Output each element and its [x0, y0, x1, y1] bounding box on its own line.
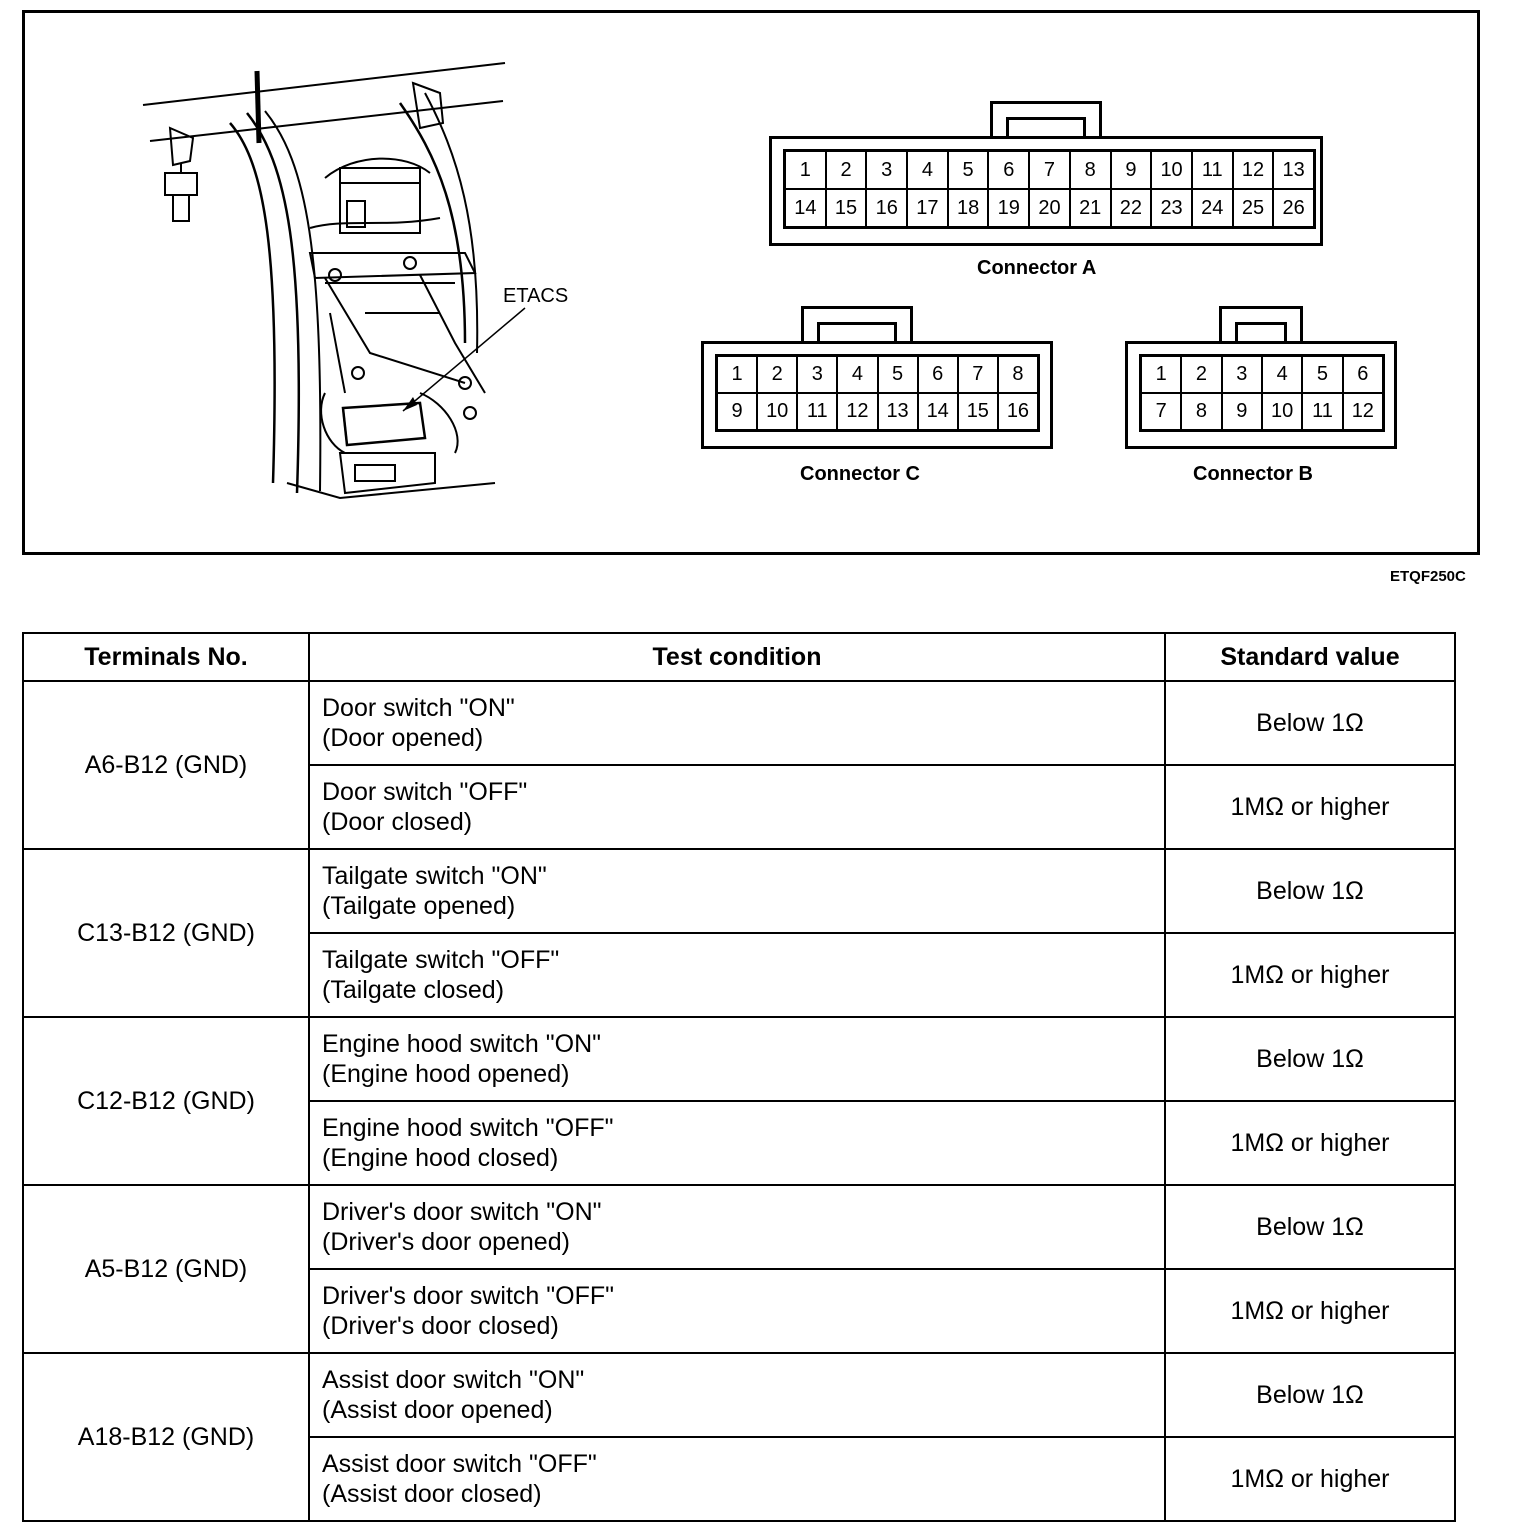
condition-line: Driver's door switch "ON" [322, 1198, 602, 1226]
condition-line: (Assist door opened) [322, 1396, 553, 1424]
header-test-condition: Test condition [309, 633, 1165, 681]
connector-a-pin: 14 [785, 189, 826, 227]
connector-a-pin: 25 [1233, 189, 1274, 227]
connector-a-pin: 10 [1151, 151, 1192, 189]
header-terminals: Terminals No. [23, 633, 309, 681]
condition-cell [309, 1101, 1165, 1185]
connector-c-pin: 1 [717, 356, 757, 393]
condition-line: (Assist door closed) [322, 1480, 542, 1508]
connector-c-pin: 12 [837, 393, 877, 430]
connector-b-pin-grid [1139, 354, 1385, 432]
condition-line: (Tailgate closed) [322, 976, 505, 1004]
connector-a-pin: 8 [1070, 151, 1111, 189]
connector-b-pin: 6 [1343, 356, 1383, 393]
connector-c-label: Connector C [800, 463, 920, 485]
condition-line: (Driver's door closed) [322, 1312, 559, 1340]
condition-line: (Engine hood opened) [322, 1060, 570, 1088]
connector-b-pin: 12 [1343, 393, 1383, 430]
figure-code: ETQF250C [1390, 568, 1466, 585]
etacs-label: ETACS [503, 285, 569, 307]
connector-c-pin: 11 [797, 393, 837, 430]
condition-line: (Driver's door opened) [322, 1228, 570, 1256]
connector-a-pin: 19 [988, 189, 1029, 227]
connector-a-pin: 18 [948, 189, 989, 227]
connector-a-pin: 15 [826, 189, 867, 227]
table-row [23, 1017, 1455, 1101]
table-header-row [23, 633, 1455, 681]
condition-cell [309, 1269, 1165, 1353]
header-standard-value: Standard value [1165, 633, 1455, 681]
value-cell: 1MΩ or higher [1165, 933, 1455, 1017]
condition-cell [309, 681, 1165, 765]
etacs-location-illustration [25, 13, 725, 553]
connector-b-latch [1219, 306, 1303, 344]
value-cell: Below 1Ω [1165, 681, 1455, 765]
connector-a-pin: 20 [1029, 189, 1070, 227]
connector-a-label: Connector A [977, 257, 1097, 279]
table-row [23, 849, 1455, 933]
condition-line: Door switch "OFF" [322, 778, 528, 806]
value-cell: 1MΩ or higher [1165, 1437, 1455, 1521]
connector-a-pin: 23 [1151, 189, 1192, 227]
terminal-cell: A18-B12 (GND) [23, 1353, 309, 1521]
condition-cell [309, 849, 1165, 933]
connector-a-pin: 11 [1192, 151, 1233, 189]
connector-c-pin: 7 [958, 356, 998, 393]
condition-line: (Tailgate opened) [322, 892, 516, 920]
connector-c-pin: 14 [918, 393, 958, 430]
terminal-cell: A5-B12 (GND) [23, 1185, 309, 1353]
connector-a-pin: 26 [1273, 189, 1314, 227]
connector-a-latch [990, 101, 1102, 139]
condition-cell [309, 933, 1165, 1017]
connector-a-pin: 24 [1192, 189, 1233, 227]
connector-b-pin: 8 [1181, 393, 1221, 430]
connector-b-label: Connector B [1193, 463, 1313, 485]
connector-c-pin: 8 [998, 356, 1038, 393]
connector-a-pin: 4 [907, 151, 948, 189]
condition-line: Assist door switch "ON" [322, 1366, 585, 1394]
connector-c-pin-grid [715, 354, 1040, 432]
table-row [23, 1353, 1455, 1437]
connector-a-pin: 22 [1111, 189, 1152, 227]
connector-a-pin: 21 [1070, 189, 1111, 227]
condition-cell [309, 1437, 1165, 1521]
condition-line: Assist door switch "OFF" [322, 1450, 597, 1478]
connector-b-pin: 2 [1181, 356, 1221, 393]
value-cell: 1MΩ or higher [1165, 1269, 1455, 1353]
connector-c-pin: 10 [757, 393, 797, 430]
connector-c-pin: 2 [757, 356, 797, 393]
condition-line: Engine hood switch "OFF" [322, 1114, 614, 1142]
connector-b-pin: 11 [1302, 393, 1342, 430]
connector-b-pin: 1 [1141, 356, 1181, 393]
condition-cell [309, 1185, 1165, 1269]
connector-a-pin: 9 [1111, 151, 1152, 189]
condition-cell [309, 765, 1165, 849]
condition-line: (Engine hood closed) [322, 1144, 559, 1172]
connector-c-pin: 5 [878, 356, 918, 393]
connector-a-pin: 1 [785, 151, 826, 189]
condition-line: Door switch "ON" [322, 694, 515, 722]
condition-line: Engine hood switch "ON" [322, 1030, 602, 1058]
inspection-table [22, 632, 1456, 1522]
value-cell: Below 1Ω [1165, 1185, 1455, 1269]
terminal-cell: C13-B12 (GND) [23, 849, 309, 1017]
connector-a-pin: 5 [948, 151, 989, 189]
connector-b-pin: 9 [1222, 393, 1262, 430]
condition-line: (Door closed) [322, 808, 473, 836]
connector-a-pin: 7 [1029, 151, 1070, 189]
connector-c-pin: 15 [958, 393, 998, 430]
table-row [23, 1185, 1455, 1269]
value-cell: 1MΩ or higher [1165, 1101, 1455, 1185]
table-row [23, 681, 1455, 765]
value-cell: Below 1Ω [1165, 1017, 1455, 1101]
connector-c-pin: 13 [878, 393, 918, 430]
connector-a-pin: 2 [826, 151, 867, 189]
connector-a-pin: 3 [866, 151, 907, 189]
connector-a-pin-grid [783, 149, 1316, 229]
connector-a-pin: 17 [907, 189, 948, 227]
condition-cell [309, 1353, 1165, 1437]
connector-c-pin: 6 [918, 356, 958, 393]
connector-c-pin: 16 [998, 393, 1038, 430]
condition-cell [309, 1017, 1165, 1101]
value-cell: 1MΩ or higher [1165, 765, 1455, 849]
connector-a-pin: 16 [866, 189, 907, 227]
condition-line: Driver's door switch "OFF" [322, 1282, 615, 1310]
connector-b-pin: 3 [1222, 356, 1262, 393]
value-cell: Below 1Ω [1165, 849, 1455, 933]
connector-a-pin: 13 [1273, 151, 1314, 189]
value-cell: Below 1Ω [1165, 1353, 1455, 1437]
connector-b-pin: 7 [1141, 393, 1181, 430]
figure-frame [22, 10, 1480, 555]
condition-line: Tailgate switch "OFF" [322, 946, 560, 974]
connector-c-pin: 3 [797, 356, 837, 393]
connector-c-pin: 4 [837, 356, 877, 393]
connector-c-latch [801, 306, 913, 344]
connector-b-pin: 10 [1262, 393, 1302, 430]
connector-a-pin: 6 [988, 151, 1029, 189]
connector-a-pin: 12 [1233, 151, 1274, 189]
terminal-cell: C12-B12 (GND) [23, 1017, 309, 1185]
connector-c-pin: 9 [717, 393, 757, 430]
condition-line: (Door opened) [322, 724, 484, 752]
terminal-cell: A6-B12 (GND) [23, 681, 309, 849]
condition-line: Tailgate switch "ON" [322, 862, 547, 890]
connector-b-pin: 5 [1302, 356, 1342, 393]
connector-b-pin: 4 [1262, 356, 1302, 393]
